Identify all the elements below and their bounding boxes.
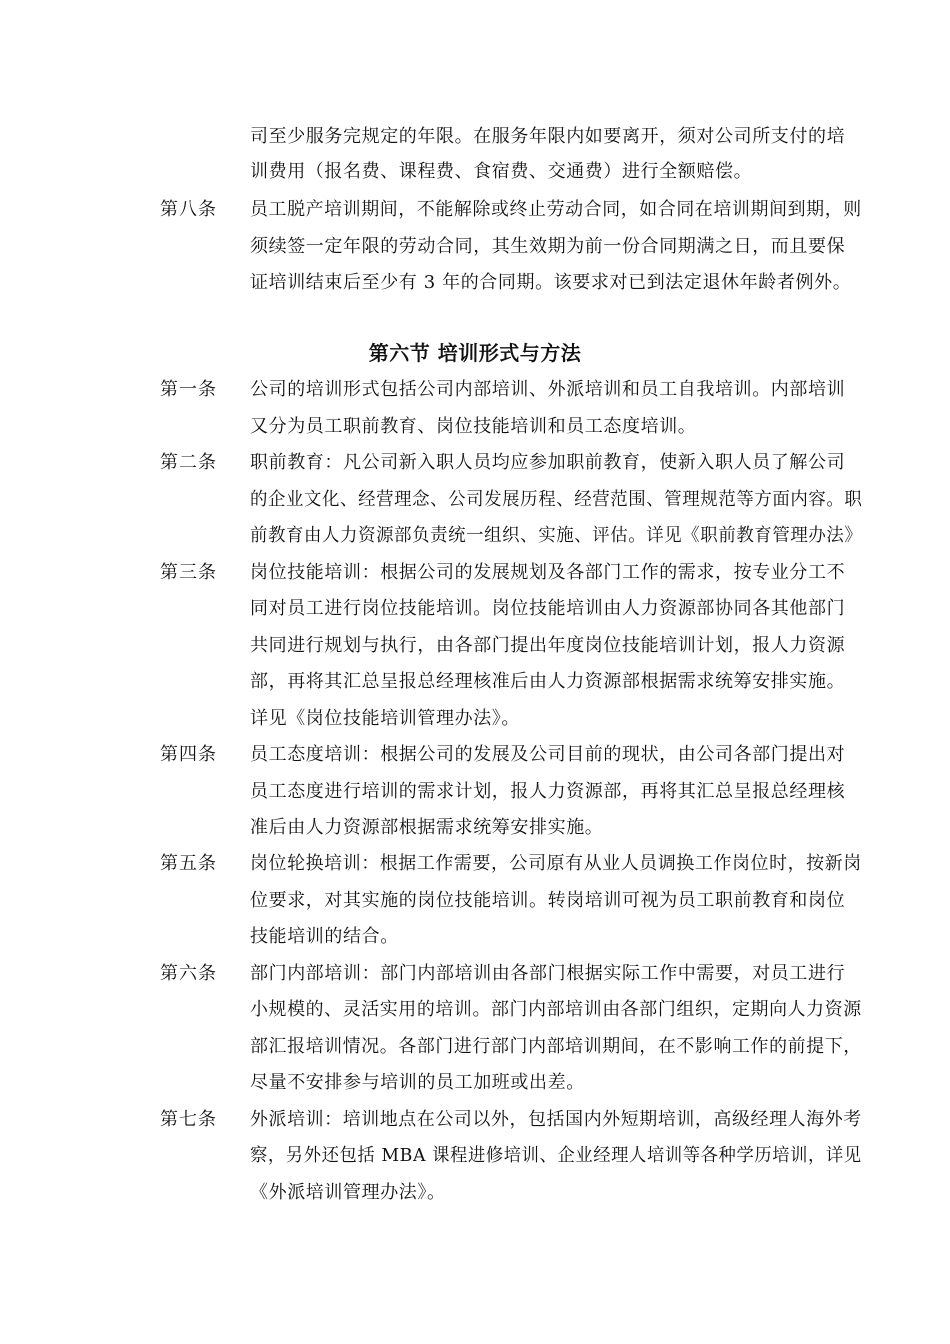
section-title: 第六节 培训形式与方法 (368, 341, 582, 365)
article-line: 部，再将其汇总呈报总经理核准后由人力资源部根据需求统筹安排实施。 (250, 671, 846, 692)
article-line: 位要求，对其实施的岗位技能培训。转岗培训可视为员工职前教育和岗位 (250, 890, 846, 911)
intro-line-2: 训费用（报名费、课程费、食宿费、交通费）进行全额赔偿。 (250, 161, 753, 182)
article-line: 员工态度培训：根据公司的发展及公司目前的现状，由公司各部门提出对 (250, 744, 846, 765)
article-label: 第八条 (160, 199, 217, 220)
article-line: 察，另外还包括 MBA 课程进修培训、企业经理人培训等各种学历培训，详见 (250, 1145, 862, 1166)
article-label: 第六条 (160, 963, 217, 984)
article-line: 部汇报培训情况。各部门进行部门内部培训期间，在不影响工作的前提下， (250, 1036, 862, 1057)
article-line: 准后由人力资源部根据需求统筹安排实施。 (250, 817, 604, 838)
article-label: 第四条 (160, 744, 217, 765)
article-label: 第二条 (160, 452, 217, 473)
article-line: 小规模的、灵活实用的培训。部门内部培训由各部门组织，定期向人力资源 (250, 999, 862, 1020)
article-line: 又分为员工职前教育、岗位技能培训和员工态度培训。 (250, 416, 697, 437)
article-line: 职前教育：凡公司新入职人员均应参加职前教育，使新入职人员了解公司 (250, 452, 846, 473)
article-line: 《外派培训管理办法》。 (250, 1182, 446, 1203)
article-line: 技能培训的结合。 (250, 926, 399, 947)
article-label: 第七条 (160, 1109, 217, 1130)
article-line: 证培训结束后至少有 3 年的合同期。该要求对已到法定退休年龄者例外。 (250, 272, 852, 293)
article-line: 前教育由人力资源部负责统一组织、实施、评估。详见《职前教育管理办法》 (250, 525, 863, 546)
intro-line-1: 司至少服务完规定的年限。在服务年限内如要离开，须对公司所支付的培 (250, 126, 846, 147)
article-line: 公司的培训形式包括公司内部培训、外派培训和员工自我培训。内部培训 (250, 379, 846, 400)
article-line: 共同进行规划与执行，由各部门提出年度岗位技能培训计划，报人力资源 (250, 635, 846, 656)
article-line: 尽量不安排参与培训的员工加班或出差。 (250, 1072, 585, 1093)
article-label: 第三条 (160, 562, 217, 583)
article-line: 员工脱产培训期间，不能解除或终止劳动合同，如合同在培训期间到期，则 (250, 199, 862, 220)
article-line: 的企业文化、经营理念、公司发展历程、经营范围、管理规范等方面内容。职 (250, 489, 863, 510)
article-line: 员工态度进行培训的需求计划，报人力资源部，再将其汇总呈报总经理核 (250, 781, 846, 802)
article-line: 岗位轮换培训：根据工作需要，公司原有从业人员调换工作岗位时，按新岗 (250, 853, 862, 874)
article-line: 岗位技能培训：根据公司的发展规划及各部门工作的需求，按专业分工不 (250, 562, 846, 583)
article-line: 部门内部培训：部门内部培训由各部门根据实际工作中需要，对员工进行 (250, 963, 846, 984)
article-line: 须续签一定年限的劳动合同，其生效期为前一份合同期满之日，而且要保 (250, 236, 846, 257)
article-line: 外派培训：培训地点在公司以外，包括国内外短期培训，高级经理人海外考 (250, 1109, 862, 1130)
article-label: 第五条 (160, 853, 217, 874)
article-line: 同对员工进行岗位技能培训。岗位技能培训由人力资源部协同各其他部门 (250, 598, 846, 619)
article-line: 详见《岗位技能培训管理办法》。 (250, 708, 520, 729)
article-label: 第一条 (160, 379, 217, 400)
